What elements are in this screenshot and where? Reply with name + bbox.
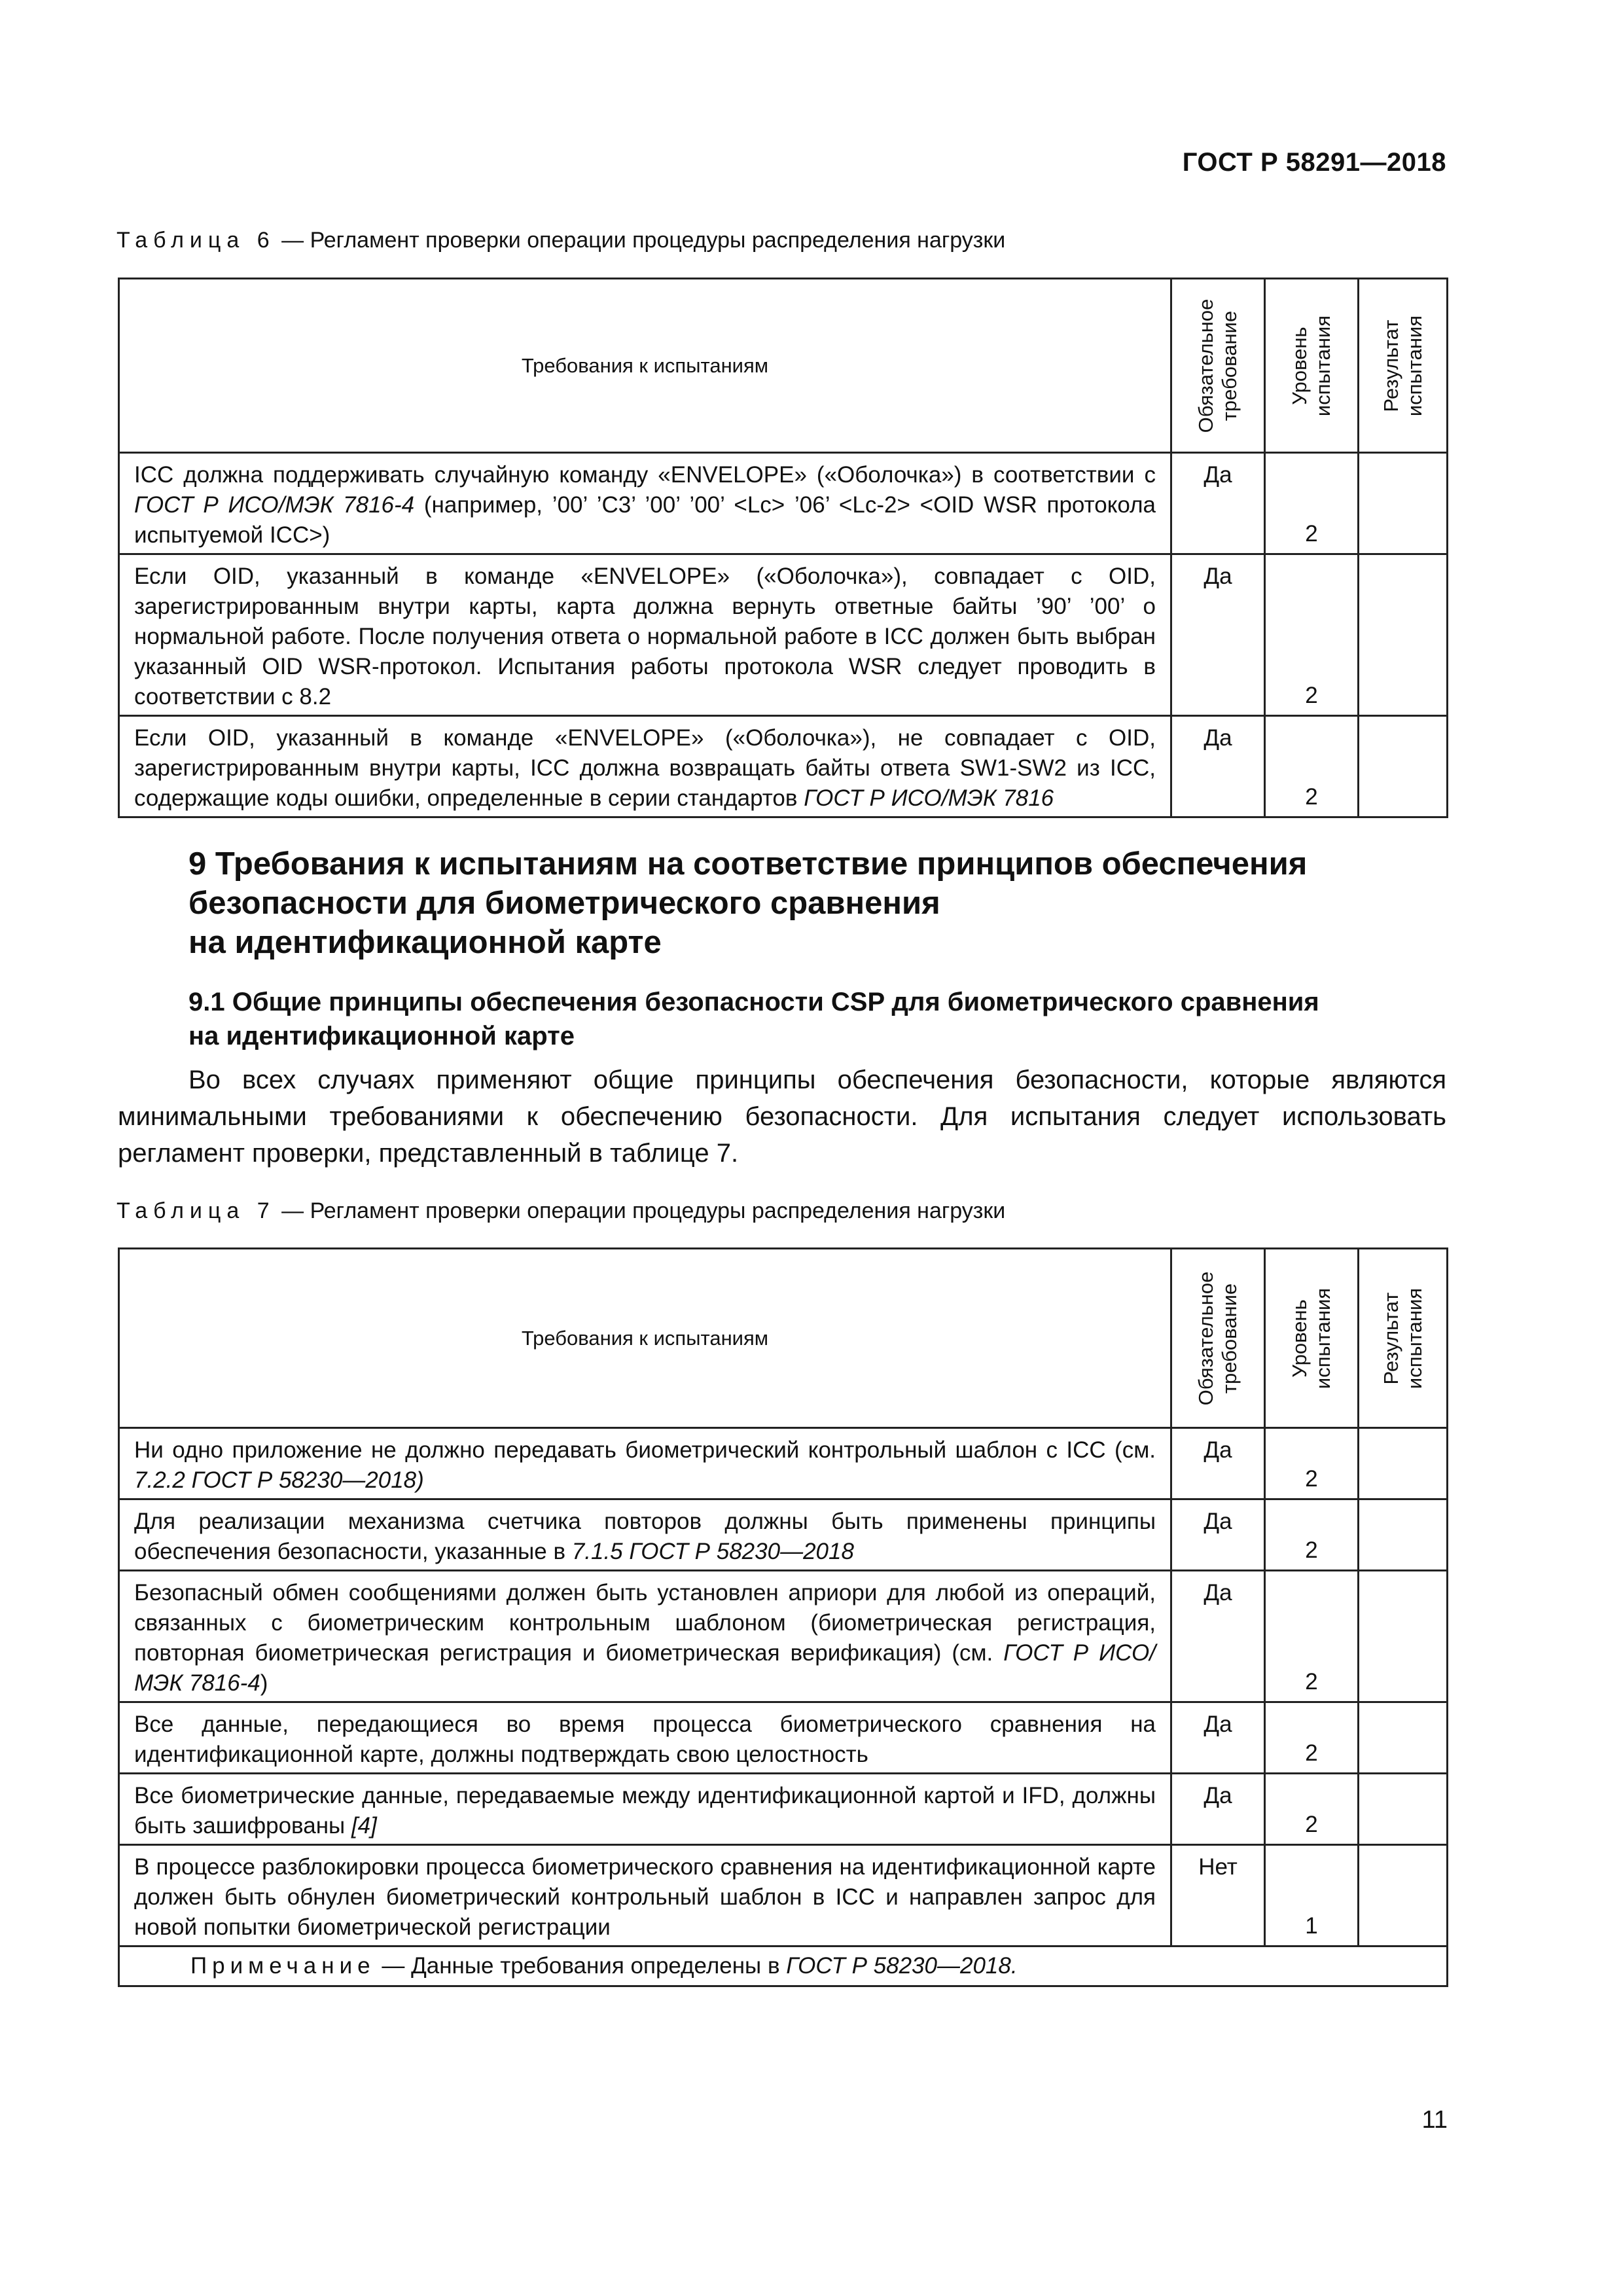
table-row (119, 1499, 1448, 1571)
table7-header-mandatory (1171, 1249, 1265, 1428)
section-9-title-line2: безопасности для биометрического сравнения (188, 886, 940, 921)
level-cell: 1 (1265, 1845, 1359, 1946)
mandatory-cell: Да (1171, 453, 1265, 554)
table6-header-result (1359, 279, 1448, 453)
result-cell (1359, 1499, 1448, 1571)
requirement-cell (119, 1845, 1171, 1946)
table7-header-requirements: Требования к испытаниям (119, 1249, 1171, 1428)
result-cell (1359, 716, 1448, 817)
result-cell (1359, 453, 1448, 554)
requirement-text: ICC должна поддерживать случайную команду «ENVELOPE» («Оболочка») в соответствии с (134, 462, 1156, 488)
requirement-reference: [4] (351, 1813, 377, 1839)
requirement-reference: ГОСТ Р ИСО/МЭК 7816-4 (134, 1640, 1156, 1696)
page-number: 11 (1421, 2106, 1448, 2134)
table6-caption (116, 228, 1005, 253)
table7-caption-label: Таблица 7 (116, 1198, 276, 1223)
table-row (119, 716, 1448, 817)
table-row (119, 1845, 1448, 1946)
table6-header-mandatory (1171, 279, 1265, 453)
requirement-text: Все данные, передающиеся во время процесса биометрического сравнения на идентификационной карте, должны подтверждать свою целостность (134, 1712, 1156, 1767)
requirement-cell (119, 1428, 1171, 1499)
result-cell (1359, 1774, 1448, 1845)
mandatory-cell: Да (1171, 716, 1265, 817)
requirement-cell (119, 554, 1171, 716)
result-cell (1359, 1702, 1448, 1774)
requirement-cell (119, 1702, 1171, 1774)
mandatory-cell: Нет (1171, 1845, 1265, 1946)
mandatory-cell: Да (1171, 1428, 1265, 1499)
requirement-cell (119, 716, 1171, 817)
table7-note-label: Примечание (190, 1953, 376, 1979)
level-cell: 2 (1265, 716, 1359, 817)
table-row (119, 453, 1448, 554)
result-cell (1359, 1845, 1448, 1946)
requirement-text: Если OID, указанный в команде «ENVELOPE» («Оболочка»), не совпадает с OID, зарегистрированным внутри карты, ICC должна возвращать байты ответа SW1-SW2 из ICC, содержащие коды ошибки, определенные в серии стандартов (134, 725, 1156, 811)
section-9-title-line3: на идентификационной карте (188, 925, 662, 960)
requirement-text: В процессе разблокировки процесса биометрического сравнения на идентификационной карте должен быть обнулен биометрический контрольный шаблон в ICC и направлен запрос для новой попытки биометрической регистрации (134, 1854, 1156, 1940)
requirement-text: Для реализации механизма счетчика повторов должны быть применены принципы обеспечения безопасности, указанные в (134, 1509, 1156, 1564)
table-row (119, 1571, 1448, 1702)
table6-caption-label: Таблица 6 (116, 228, 276, 253)
table7-header-result-text: Результат испытания (1379, 1287, 1426, 1389)
level-cell: 2 (1265, 1428, 1359, 1499)
table7-header-mandatory-text: Обязательное требование (1194, 1271, 1241, 1405)
mandatory-cell: Да (1171, 1702, 1265, 1774)
table7-note (119, 1946, 1448, 1986)
level-cell: 2 (1265, 453, 1359, 554)
level-cell: 2 (1265, 1571, 1359, 1702)
table7-header-result (1359, 1249, 1448, 1428)
level-cell: 2 (1265, 554, 1359, 716)
level-cell: 2 (1265, 1702, 1359, 1774)
table6-header-requirements: Требования к испытаниям (119, 279, 1171, 453)
table-row (119, 1702, 1448, 1774)
table7-header-level (1265, 1249, 1359, 1428)
table7-header-level-text: Уровень испытания (1288, 1287, 1334, 1389)
requirement-reference: 7.2.2 ГОСТ Р 58230—2018) (134, 1467, 424, 1493)
table7 (118, 1247, 1448, 1987)
table7-caption-dash: — (281, 1198, 304, 1223)
requirement-cell (119, 1499, 1171, 1571)
table7-note-ref: ГОСТ Р 58230—2018. (786, 1953, 1018, 1979)
requirement-text: (например, ’00’ ’C3’ ’00’ ’00’ <Lc> ’06’ <Lc-2> <OID WSR протокола испытуемой ICC>) (134, 492, 1156, 548)
table7-note-dash: — (382, 1953, 405, 1979)
table7-note-text: Данные требования определены в (411, 1953, 787, 1979)
table6-header-mandatory-text: Обязательное требование (1194, 298, 1241, 433)
requirement-reference: ГОСТ Р ИСО/МЭК 7816-4 (134, 492, 415, 518)
section-9-1-paragraph: Во всех случаях применяют общие принципы обеспечения безопасности, которые являются минимальными требованиями к обеспечению безопасности. Для испытания следует использовать регламент проверки, представленный в таблице 7. (118, 1066, 1446, 1168)
result-cell (1359, 1571, 1448, 1702)
table6 (118, 278, 1448, 818)
section-9-title (188, 844, 1432, 962)
mandatory-cell: Да (1171, 1774, 1265, 1845)
document-code-header: ГОСТ Р 58291—2018 (1182, 148, 1446, 177)
requirement-text: Безопасный обмен сообщениями должен быть установлен априори для любой из операций, связанных с биометрическим контрольным шаблоном (биометрическая регистрация, повторная биометрическая регистрация и биометрическая верификация) (см. (134, 1580, 1156, 1666)
table6-header-level-text: Уровень испытания (1288, 315, 1334, 416)
table-row (119, 554, 1448, 716)
requirement-cell (119, 453, 1171, 554)
requirement-text: Ни одно приложение не должно передавать биометрический контрольный шаблон с ICC (см. (134, 1437, 1156, 1463)
requirement-cell (119, 1774, 1171, 1845)
requirement-text: Если OID, указанный в команде «ENVELOPE» («Оболочка»), совпадает с OID, зарегистрированным внутри карты, карта должна вернуть ответные байты ’90’ ’00’ о нормальной работе. После получения ответа о нормальной работе в ICC должен быть выбран указанный OID WSR-протокол. Испытания работы протокола WSR следует проводить в соответствии с 8.2 (134, 564, 1156, 709)
table6-header-level (1265, 279, 1359, 453)
result-cell (1359, 554, 1448, 716)
subsection-9-1-title-line1: 9.1 Общие принципы обеспечения безопасности CSP для биометрического сравнения (188, 988, 1319, 1016)
section-9-title-line1: 9 Требования к испытаниям на соответствие принципов обеспечения (188, 846, 1308, 882)
table7-caption (116, 1198, 1005, 1224)
subsection-9-1-title (188, 985, 1432, 1053)
requirement-reference: 7.1.5 ГОСТ Р 58230—2018 (571, 1539, 854, 1564)
mandatory-cell: Да (1171, 1499, 1265, 1571)
subsection-9-1-title-line2: на идентификационной карте (188, 1022, 575, 1050)
requirement-text: ) (260, 1670, 268, 1696)
table6-caption-text: Регламент проверки операции процедуры распределения нагрузки (310, 228, 1006, 253)
mandatory-cell: Да (1171, 1571, 1265, 1702)
table-row (119, 1774, 1448, 1845)
requirement-reference: ГОСТ Р ИСО/МЭК 7816 (804, 785, 1054, 811)
requirement-cell (119, 1571, 1171, 1702)
result-cell (1359, 1428, 1448, 1499)
table6-caption-dash: — (281, 228, 304, 253)
table6-header-result-text: Результат испытания (1379, 315, 1426, 416)
level-cell: 2 (1265, 1499, 1359, 1571)
mandatory-cell: Да (1171, 554, 1265, 716)
requirement-text: Все биометрические данные, передаваемые между идентификационной картой и IFD, должны быть зашифрованы (134, 1783, 1156, 1839)
table-row (119, 1428, 1448, 1499)
level-cell: 2 (1265, 1774, 1359, 1845)
table7-caption-text: Регламент проверки операции процедуры распределения нагрузки (310, 1198, 1006, 1223)
